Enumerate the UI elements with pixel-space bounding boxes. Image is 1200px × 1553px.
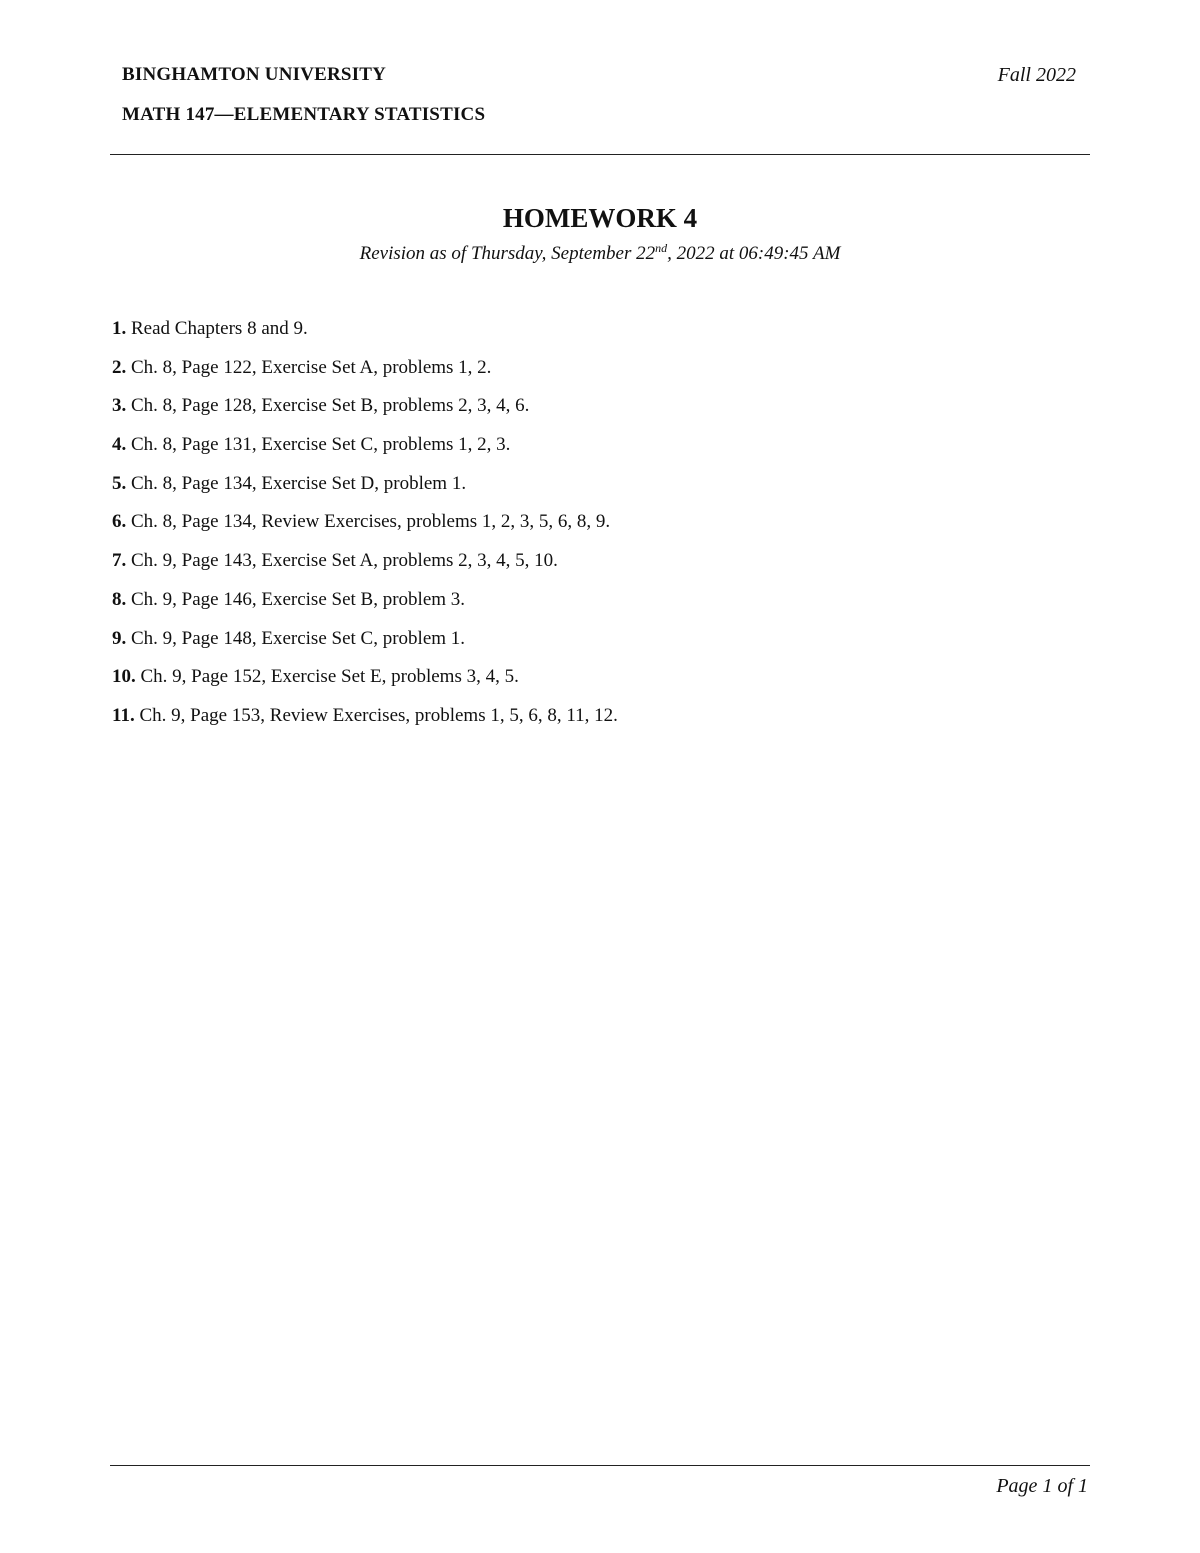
revision-ordinal: nd — [655, 241, 668, 255]
page-number: Page 1 of 1 — [996, 1475, 1088, 1497]
header-term: Fall 2022 — [997, 64, 1076, 86]
problem-number: 10. — [112, 666, 136, 688]
problem-number: 6. — [112, 511, 127, 533]
problem-number: 8. — [112, 588, 127, 610]
problem-text: Ch. 8, Page 134, Exercise Set D, problem 1. — [131, 472, 467, 494]
problem-number: 4. — [112, 434, 127, 456]
list-item — [112, 433, 618, 472]
problem-text: Ch. 9, Page 153, Review Exercises, problems 1, 5, 6, 8, 11, 12. — [139, 704, 618, 726]
problem-number: 2. — [112, 356, 127, 378]
problem-text: Read Chapters 8 and 9. — [131, 318, 308, 339]
list-item — [112, 588, 618, 627]
problem-text: Ch. 9, Page 143, Exercise Set A, problems 2, 3, 4, 5, 10. — [131, 550, 558, 572]
list-item — [112, 510, 618, 549]
revision-suffix: , 2022 at 06:49:45 AM — [667, 243, 841, 264]
problem-list — [112, 317, 618, 743]
list-item — [112, 394, 618, 433]
problem-text: Ch. 8, Page 128, Exercise Set B, problems 2, 3, 4, 6. — [131, 395, 530, 417]
problem-number: 5. — [112, 472, 127, 494]
problem-number: 7. — [112, 550, 127, 572]
page-title: HOMEWORK 4 — [502, 203, 698, 233]
problem-number: 9. — [112, 627, 127, 649]
problem-number: 1. — [112, 318, 127, 339]
list-item — [112, 356, 618, 395]
list-item — [112, 472, 618, 511]
problem-text: Ch. 9, Page 152, Exercise Set E, problems 3, 4, 5. — [140, 666, 519, 688]
list-item — [112, 704, 618, 743]
header-institution: BINGHAMTON UNIVERSITY — [122, 64, 387, 85]
header-course: MATH 147—ELEMENTARY STATISTICS — [122, 104, 486, 125]
problem-number: 11. — [112, 704, 135, 726]
problem-text: Ch. 8, Page 122, Exercise Set A, problems 1, 2. — [131, 356, 492, 378]
list-item — [112, 317, 618, 356]
problem-text: Ch. 8, Page 134, Review Exercises, problems 1, 2, 3, 5, 6, 8, 9. — [131, 511, 611, 533]
list-item — [112, 665, 618, 704]
problem-number: 3. — [112, 395, 127, 417]
revision-prefix: Revision as of Thursday, September 22 — [359, 243, 656, 264]
list-item — [112, 627, 618, 666]
problem-text: Ch. 9, Page 148, Exercise Set C, problem 1. — [131, 627, 466, 649]
header-divider — [110, 154, 1090, 155]
footer-divider — [110, 1465, 1090, 1466]
problem-text: Ch. 8, Page 131, Exercise Set C, problems 1, 2, 3. — [131, 434, 511, 456]
problem-text: Ch. 9, Page 146, Exercise Set B, problem 3. — [131, 588, 466, 610]
revision-subtitle — [0, 243, 1200, 265]
list-item — [112, 549, 618, 588]
